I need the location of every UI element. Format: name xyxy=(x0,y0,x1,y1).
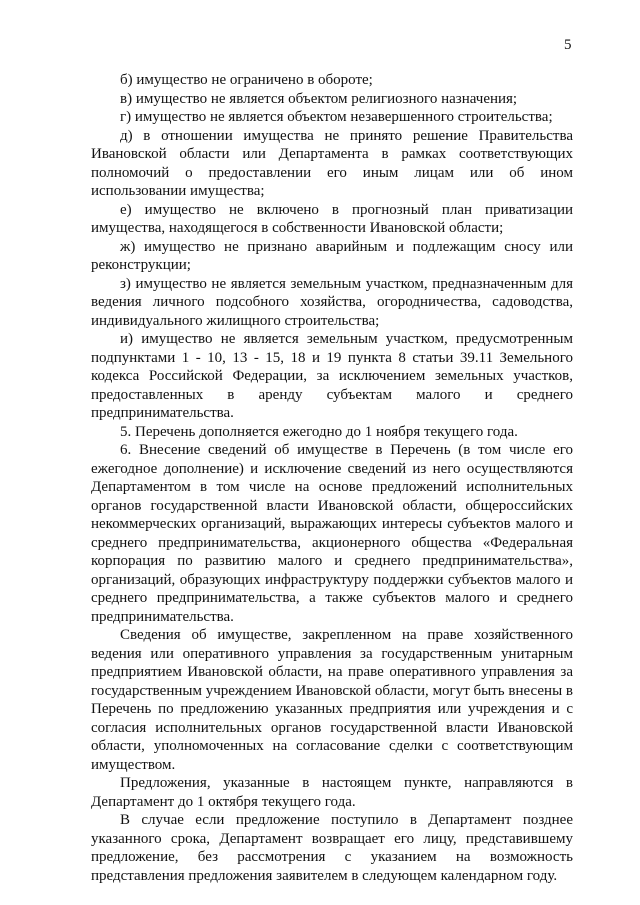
paragraph-6-late-proposal: В случае если предложение поступило в Департамент позднее указанного срока, Департамент возвращает его лицу, представившему предложение, без рассмотрения с указанием на возможность представления предложения заявителем в следующем календарном году. xyxy=(91,812,573,884)
paragraph-6-proposals: Предложения, указанные в настоящем пункте, направляются в Департамент до 1 октября текущего года. xyxy=(91,775,573,810)
page-number: 5 xyxy=(564,37,572,53)
paragraph-e: е) имущество не включено в прогнозный план приватизации имущества, находящегося в собственности Ивановской области; xyxy=(91,201,573,236)
paragraph-6-property-info: Сведения об имуществе, закрепленном на праве хозяйственного ведения или оперативного управления за государственным унитарным предприятием Ивановской области, на праве оперативного управления за государственным учреждением Ивановской области, могут быть внесены в Перечень по предложению указанных предприятия или учреждения и с согласия исполнительных органов государственной власти Ивановской области, уполномоченных на согласование сделки с соответствующим имуществом. xyxy=(91,627,573,773)
paragraph-zh: ж) имущество не признано аварийным и подлежащим сносу или реконструкции; xyxy=(91,238,573,273)
paragraph-6: 6. Внесение сведений об имуществе в Перечень (в том числе его ежегодное дополнение) и исключение сведений из него осуществляются Департаментом в том числе на основе предложений исполнительных органов государственной власти Ивановской области, общероссийских некоммерческих организаций, выражающих интересы субъектов малого и среднего предпринимательства, акционерного общества «Федеральная корпорация по развитию малого и среднего предпринимательства», организаций, образующих инфраструктуру поддержки субъектов малого и среднего предпринимательства, а также субъектов малого и среднего предпринимательства. xyxy=(91,442,573,625)
paragraph-g: г) имущество не является объектом незавершенного строительства; xyxy=(120,109,553,125)
paragraph-z: з) имущество не является земельным участком, предназначенным для ведения личного подсобного хозяйства, огородничества, садоводства, индивидуального жилищного строительства; xyxy=(91,275,573,329)
paragraph-i: и) имущество не является земельным участком, предусмотренным подпунктами 1 - 10, 13 - 15, 18 и 19 пункта 8 статьи 39.11 Земельного кодекса Российской Федерации, за исключением земельных участков, предоставленных в аренду субъектам малого и среднего предпринимательства. xyxy=(91,331,573,421)
paragraph-5: 5. Перечень дополняется ежегодно до 1 ноября текущего года. xyxy=(120,423,518,440)
paragraph-v: в) имущество не является объектом религиозного назначения; xyxy=(120,90,518,107)
document-body xyxy=(91,71,573,885)
paragraph-d: д) в отношении имущества не принято решение Правительства Ивановской области или Департамента в рамках соответствующих полномочий о предоставлении его иным лицам или об ином использовании имущества; xyxy=(91,127,573,199)
paragraph-b: б) имущество не ограничено в обороте; xyxy=(120,72,373,88)
